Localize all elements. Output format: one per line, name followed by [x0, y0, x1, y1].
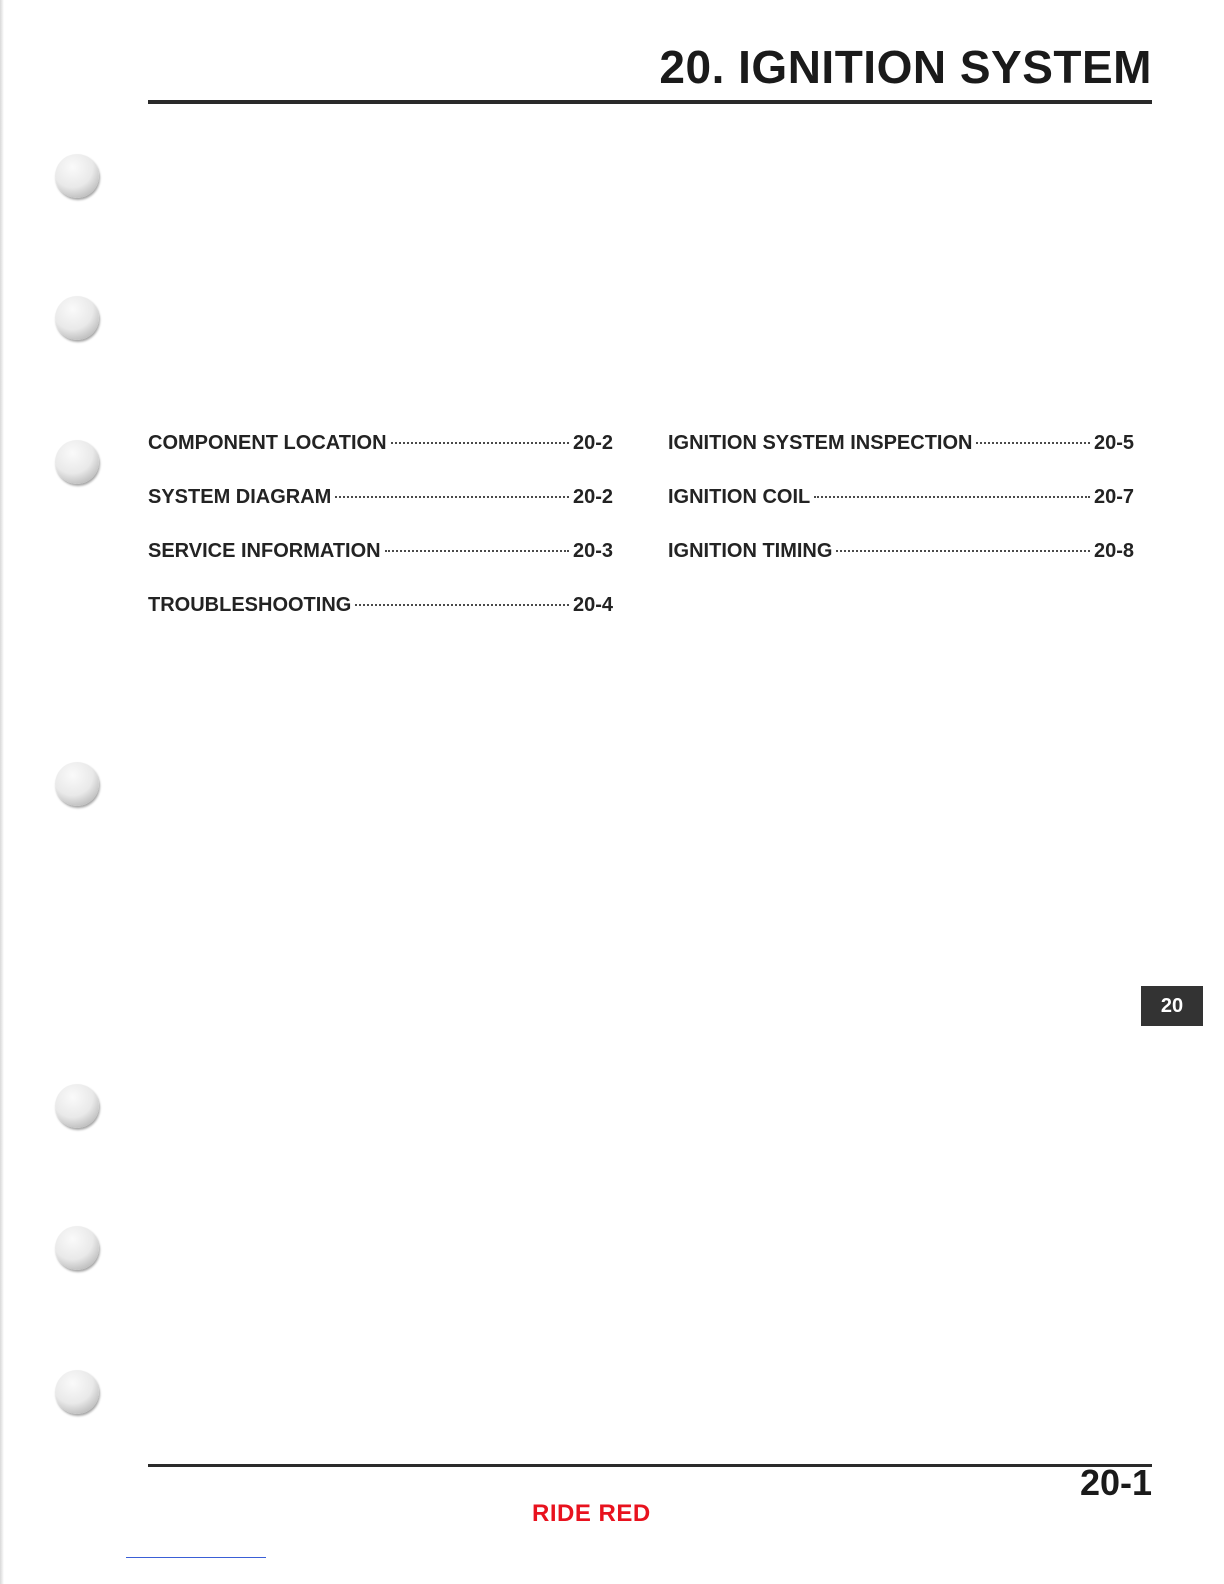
- toc-entry-label: TROUBLESHOOTING: [148, 594, 352, 616]
- toc-leader-dots: [335, 496, 569, 498]
- toc-entry-ignition-timing[interactable]: [668, 540, 1134, 566]
- toc-entry-page: 20-2: [572, 486, 613, 508]
- toc-entry-system-diagram[interactable]: [148, 486, 613, 512]
- toc-entry-label: SERVICE INFORMATION: [148, 540, 381, 562]
- binder-hole: [55, 1084, 99, 1128]
- toc-right-column: [668, 432, 1134, 594]
- toc-leader-dots: [355, 604, 569, 606]
- toc-entry-page: 20-8: [1093, 540, 1134, 562]
- binder-hole: [55, 1370, 99, 1414]
- brand-logo: RIDE RED: [532, 1500, 651, 1527]
- binder-hole: [55, 154, 99, 198]
- toc-entry-label: IGNITION COIL: [668, 486, 811, 508]
- toc-entry-page: 20-7: [1093, 486, 1134, 508]
- page-title: 20. IGNITION SYSTEM: [659, 41, 1152, 93]
- toc-entry-component-location[interactable]: [148, 432, 613, 458]
- toc-entry-page: 20-4: [572, 594, 613, 616]
- toc-leader-dots: [836, 550, 1090, 552]
- page-edge: [0, 0, 4, 1584]
- toc-entry-label: SYSTEM DIAGRAM: [148, 486, 332, 508]
- header-rule: [148, 100, 1152, 104]
- binder-hole: [55, 296, 99, 340]
- footer-rule: [148, 1464, 1152, 1467]
- toc-entry-service-information[interactable]: [148, 540, 613, 566]
- toc-leader-dots: [391, 442, 569, 444]
- binder-hole: [55, 440, 99, 484]
- toc-entry-page: 20-3: [572, 540, 613, 562]
- binder-hole: [55, 762, 99, 806]
- toc-left-column: [148, 432, 613, 648]
- toc-entry-troubleshooting[interactable]: [148, 594, 613, 620]
- section-tab[interactable]: 20: [1141, 986, 1203, 1026]
- toc-entry-page: 20-2: [572, 432, 613, 454]
- toc-entry-page: 20-5: [1093, 432, 1134, 454]
- toc-leader-dots: [814, 496, 1090, 498]
- toc-entry-label: IGNITION SYSTEM INSPECTION: [668, 432, 973, 454]
- page-number: 20-1: [1079, 1462, 1152, 1503]
- toc-leader-dots: [385, 550, 569, 552]
- toc-leader-dots: [976, 442, 1089, 444]
- toc-entry-ignition-coil[interactable]: [668, 486, 1134, 512]
- link-underline: [126, 1557, 266, 1558]
- toc-entry-label: IGNITION TIMING: [668, 540, 833, 562]
- toc-entry-label: COMPONENT LOCATION: [148, 432, 387, 454]
- toc-entry-ignition-system-inspection[interactable]: [668, 432, 1134, 458]
- binder-hole: [55, 1226, 99, 1270]
